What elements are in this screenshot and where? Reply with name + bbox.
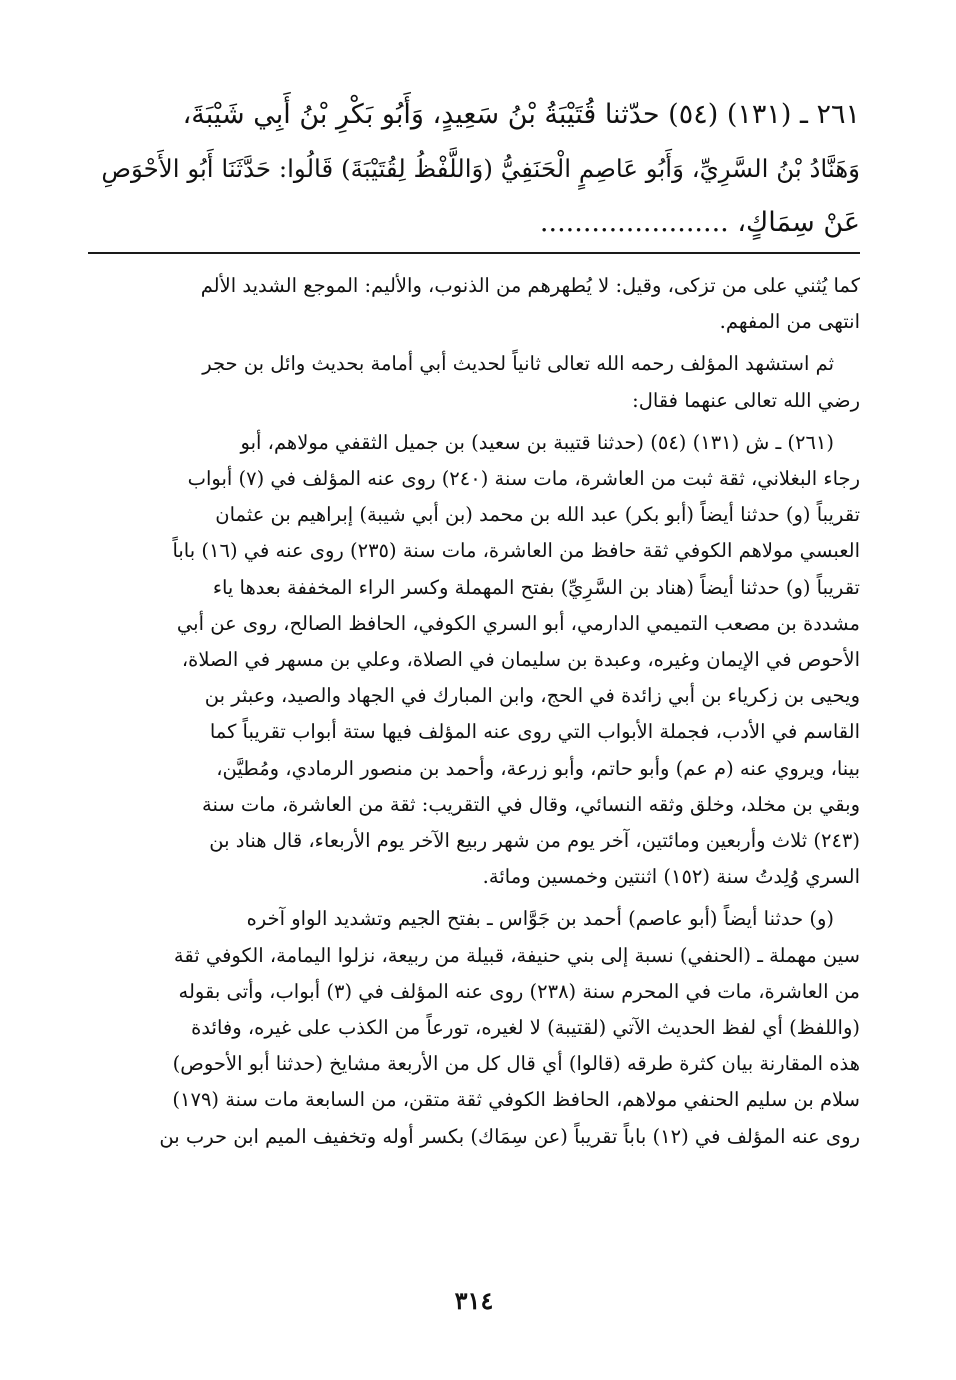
commentary-paragraph xyxy=(88,268,860,340)
commentary-line: بينا، ويروي عنه (م عم) وأبو حاتم، وأبو زرعة، وأحمد بن منصور الرمادي، ومُطيَّن، xyxy=(216,756,860,780)
hadith-text-block xyxy=(88,88,860,250)
commentary-paragraph xyxy=(88,346,860,418)
commentary-line: رجاء البغلاني، ثقة ثبت من العاشرة، مات سنة (٢٤٠) روى عنه المؤلف في (٧) أبواب xyxy=(187,467,860,491)
section-divider xyxy=(88,252,860,254)
commentary-line: هذه المقارنة بيان كثرة طرقه (قالوا) أي قال كل من الأربعة مشايخ (حدثنا أبو الأحوص) xyxy=(172,1052,860,1076)
page-number: ٣١٤ xyxy=(454,1286,494,1315)
commentary-line: العبسي مولاهم الكوفي ثقة حافظ من العاشرة، مات سنة (٢٣٥) روى عنه في (١٦) باباً xyxy=(172,539,860,563)
commentary-line: انتهى من المفهم. xyxy=(719,310,860,334)
commentary-line: سلام بن سليم الحنفي مولاهم، الحافظ الكوفي ثقة متقن، من السابعة مات سنة (١٧٩) xyxy=(172,1088,860,1112)
hadith-line: وَهَنَّادُ بْنُ السَّرِيِّ، وَأَبُو عَاصِمٍ الْحَنَفِيُّ (وَاللَّفْظُ لِقُتَيْبَةَ) قَالُوا: حَدَّثَنَا أَبُو الأَحْوَصِ xyxy=(101,154,860,183)
commentary-line: روى عنه المؤلف في (١٢) باباً تقريباً (عن سِمَاك) بكسر أوله وتخفيف الميم ابن حرب بن xyxy=(159,1124,860,1148)
commentary-line: مشددة بن مصعب التميمي الدارمي، أبو السري الكوفي، الحافظ الصالح، روى عن أبي xyxy=(176,611,860,635)
commentary-line: (٢٤٣) ثلاث وأربعين ومائتين، آخر يوم من شهر ربيع الآخر يوم الأربعاء، قال هناد بن xyxy=(209,829,860,853)
commentary-line: وبقي بن مخلد، وخلق وثقه النسائي، وقال في التقريب: ثقة من العاشرة، مات سنة xyxy=(202,792,860,816)
commentary-line: من العاشرة، مات في المحرم سنة (٢٣٨) روى عنه المؤلف في (٣) أبواب، وأتى بقوله xyxy=(178,979,860,1003)
commentary-line: ويحيى بن زكرياء بن أبي زائدة في الحج، وابن المبارك في الجهاد والصيد، وعبثر بن xyxy=(204,684,860,708)
commentary-line: (و) حدثنا أيضاً (أبو عاصم) أحمد بن جَوَّاس ـ بفتح الجيم وتشديد الواو آخره xyxy=(246,907,834,931)
commentary-line: ثم استشهد المؤلف رحمه الله تعالى ثانياً لحديث أبي أمامة بحديث وائل بن حجر xyxy=(202,352,834,376)
commentary-line: رضي الله تعالى عنهما فقال: xyxy=(632,388,860,412)
hadith-line: ٢٦١ ـ (١٣١) (٥٤) حدّثنا قُتَيْبَةُ بْنُ سَعِيدٍ، وَأَبُو بَكْرِ بْنُ أَبِي شَيْبَةَ، xyxy=(182,99,860,130)
book-page xyxy=(88,88,860,1358)
commentary-line: السري وُلِدتُ سنة (١٥٢) اثنتين وخمسين ومائة. xyxy=(482,865,860,889)
commentary-line: الأحوص في الإيمان وغيره، وعبدة بن سليمان في الصلاة، وعلي بن مسهر في الصلاة، xyxy=(181,648,860,672)
commentary-line: تقريباً (و) حدثنا أيضاً (أبو بكر) عبد الله بن محمد (بن أبي شيبة) إبراهيم بن عثمان xyxy=(215,503,860,527)
commentary-line: (واللفظ) أي لفظ الحديث الآتي (لقتيبة) لا لغيره، تورعاً من الكذب على غيره، وفائدة xyxy=(191,1016,860,1040)
hadith-line: عَنْ سِمَاكٍ، ...................... xyxy=(539,207,860,238)
commentary-block xyxy=(88,268,860,1161)
commentary-line: تقريباً (و) حدثنا أيضاً (هناد بن السَّرِيِّ) بفتح المهملة وكسر الراء المخففة بعدها ياء xyxy=(212,575,860,599)
commentary-paragraph xyxy=(88,425,860,896)
commentary-line: (٢٦١) ـ ش (١٣١) (٥٤) (حدثنا قتيبة بن سعيد) بن جميل الثقفي مولاهم، أبو xyxy=(240,430,834,454)
commentary-line: سين مهملة ـ (الحنفي) نسبة إلى بني حنيفة، قبيلة من ربيعة، نزلوا اليمامة، الكوفي ثقة xyxy=(173,943,860,967)
commentary-line: كما يُثني على من تزكى، وقيل: لا يُطهرهم من الذنوب، والأليم: الموجع الشديد الألم xyxy=(200,274,860,297)
commentary-line: القاسم في الأدب، فجملة الأبواب التي روى عنه المؤلف فيها ستة أبواب تقريباً كما xyxy=(209,720,860,744)
commentary-paragraph xyxy=(88,901,860,1154)
